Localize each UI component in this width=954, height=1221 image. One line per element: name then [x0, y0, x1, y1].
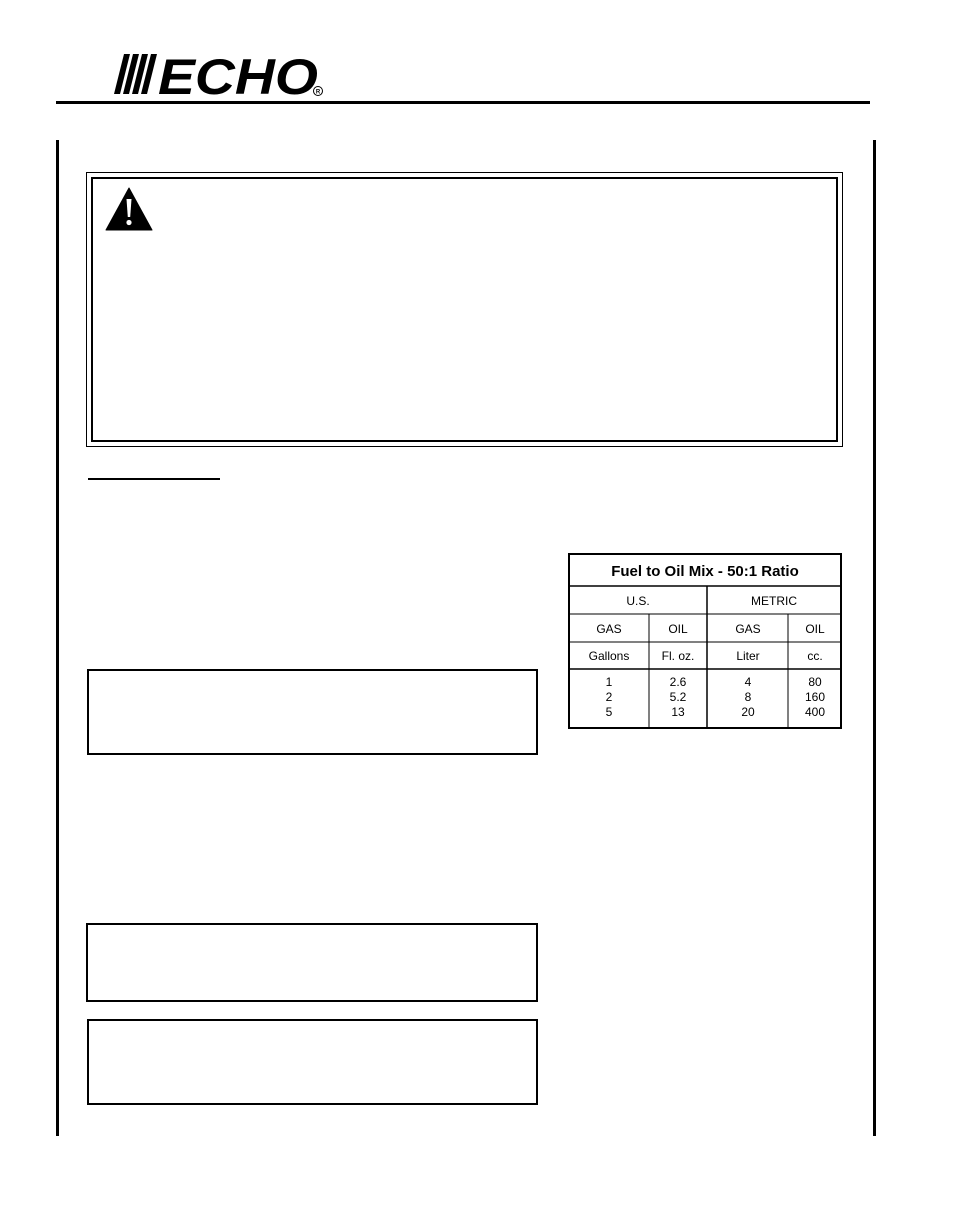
table-cell: 13	[671, 705, 685, 719]
table-cell: 5.2	[669, 690, 687, 704]
table-cell: 5	[605, 705, 613, 719]
table-cell: 20	[741, 705, 755, 719]
unit-label: Fl. oz.	[661, 649, 695, 663]
table-cell: 80	[808, 675, 822, 689]
table-cell: 4	[744, 675, 752, 689]
svg-text:R: R	[315, 89, 321, 96]
right-margin-bar	[873, 140, 876, 1136]
column-header: GAS	[735, 622, 761, 636]
unit-label: Liter	[736, 649, 760, 663]
warning-box	[86, 172, 843, 447]
echo-logo	[112, 50, 326, 100]
table-cell: 160	[804, 690, 826, 704]
left-margin-bar	[56, 140, 59, 1136]
unit-label: cc.	[807, 649, 823, 663]
region-header-metric: METRIC	[751, 594, 797, 608]
unit-label: Gallons	[588, 649, 630, 663]
table-cell: 2	[605, 690, 613, 704]
warning-box-inner-border	[91, 177, 838, 442]
table-cell: 8	[744, 690, 752, 704]
table-title: Fuel to Oil Mix - 50:1 Ratio	[611, 563, 799, 580]
header-rule	[56, 101, 870, 104]
svg-text:ECHO: ECHO	[158, 50, 319, 100]
column-header: OIL	[668, 622, 688, 636]
table-cell: 400	[804, 705, 826, 719]
region-header-us: U.S.	[626, 594, 650, 608]
section-heading-underline	[88, 478, 220, 480]
note-box	[87, 1019, 538, 1105]
note-box	[86, 923, 538, 1002]
warning-triangle-icon	[105, 187, 153, 231]
table-cell: 1	[605, 675, 613, 689]
fuel-mix-table	[568, 553, 842, 729]
column-header: GAS	[596, 622, 622, 636]
note-box	[87, 669, 538, 755]
column-header: OIL	[805, 622, 825, 636]
table-cell: 2.6	[669, 675, 687, 689]
